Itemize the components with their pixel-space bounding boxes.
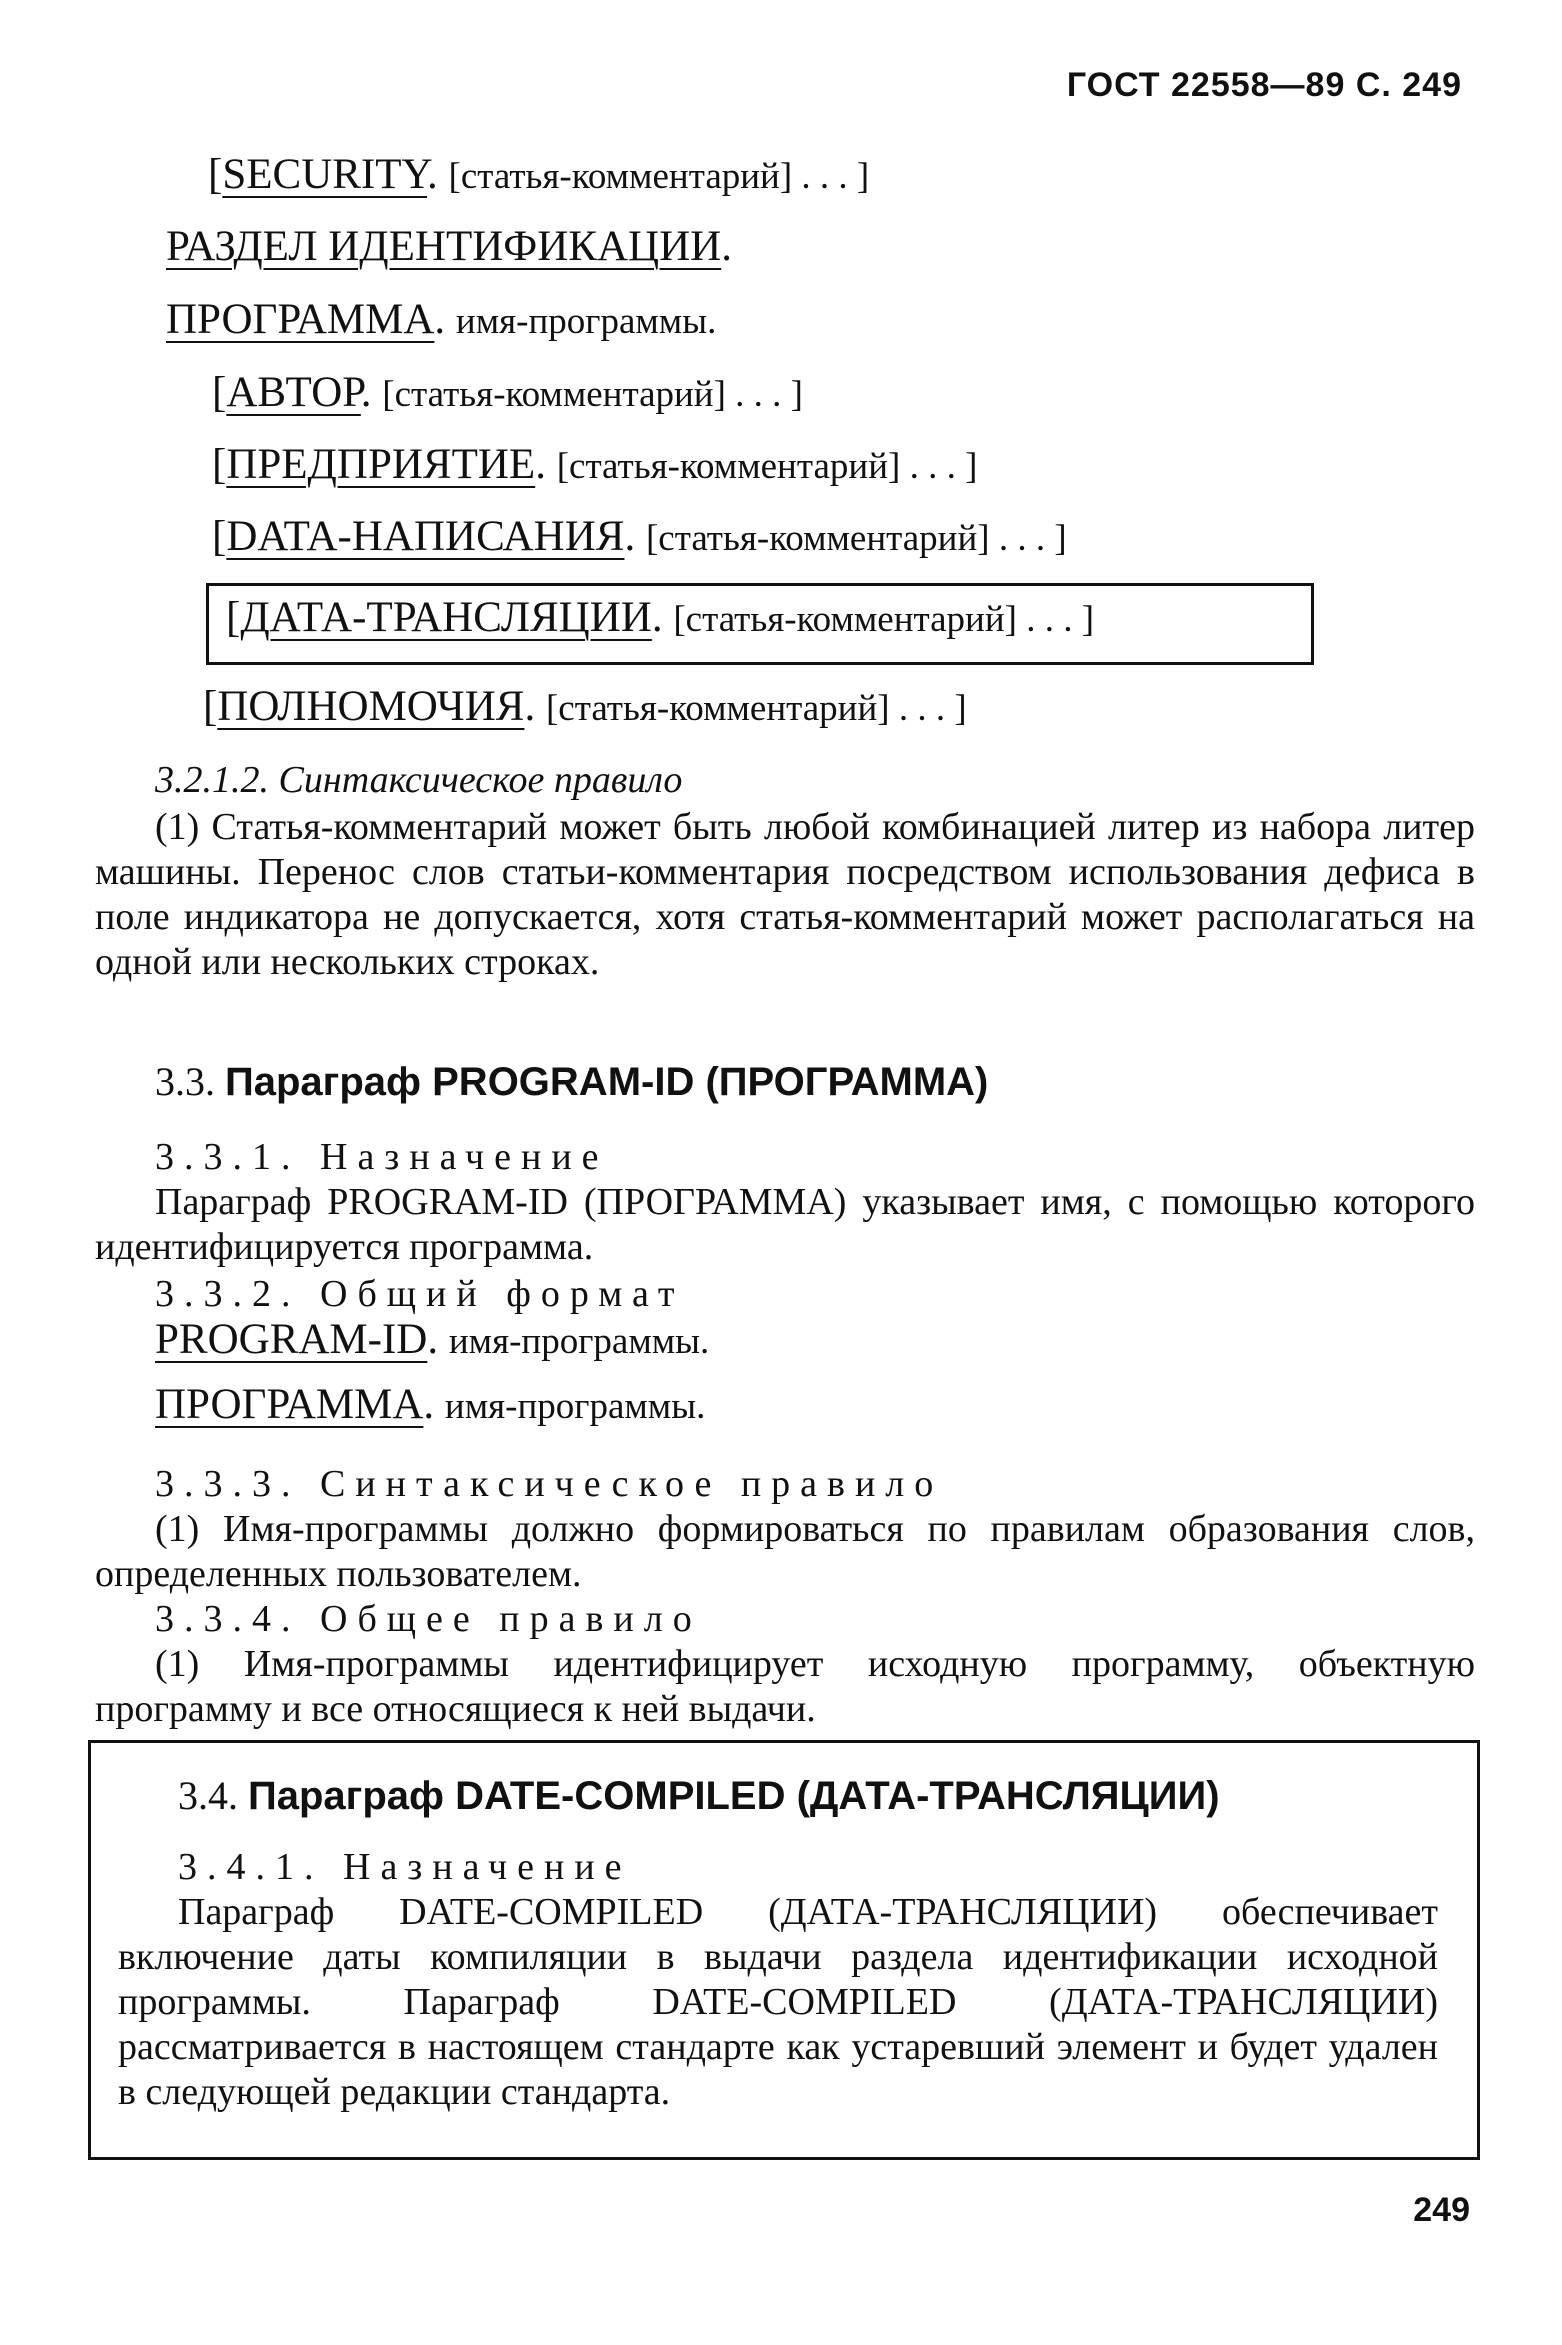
obsolete-box-bottom	[206, 662, 1314, 665]
obsolete-box-top	[206, 583, 1314, 586]
program-name: имя-программы	[455, 301, 708, 342]
comment-entry: статья-комментарий	[658, 518, 978, 559]
heading-334: 3.3.4. Общее правило	[155, 1598, 702, 1640]
box-34-bottom	[88, 2157, 1480, 2160]
format-line-date-written: [DATA-НАПИСАНИЯ. [статья-комментарий] . . . ]	[212, 513, 1067, 560]
format-line-date-compiled: [ДАТА-ТРАНСЛЯЦИИ. [статья-комментарий] . . . ]	[226, 594, 1095, 641]
heading-332: 3.3.2. Общий формат	[155, 1273, 685, 1315]
section-heading-3212: 3.2.1.2. Синтаксическое правило	[155, 759, 683, 801]
keyword-ident-division: РАЗДЕЛ ИДЕНТИФИКАЦИИ	[166, 223, 722, 270]
keyword-enterprise: ПРЕДПРИЯТИЕ	[226, 441, 536, 488]
section-title-33	[155, 1058, 988, 1105]
comment-entry: статья-комментарий	[558, 688, 878, 729]
comment-entry: статья-комментарий	[569, 446, 888, 487]
section-number-34: 3.4.	[178, 1773, 238, 1818]
comment-entry: статья-комментарий	[394, 374, 714, 415]
box-34-left	[88, 1740, 91, 2160]
format-line-authority: [ПОЛНОМОЧИЯ. [статья-комментарий] . . . ]	[203, 683, 967, 730]
keyword-program: ПРОГРАММА	[166, 296, 435, 343]
heading-333: 3.3.3. Синтаксическое правило	[155, 1463, 944, 1505]
obsolete-box-left	[206, 583, 209, 665]
format-line-program: ПРОГРАММА. имя-программы.	[166, 296, 717, 343]
format-line-author: [АВТОР. [статья-комментарий] . . . ]	[212, 369, 804, 416]
format-program-ru: ПРОГРАММА. имя-программы.	[155, 1381, 706, 1428]
keyword-date-written: DATA-НАПИСАНИЯ	[226, 513, 625, 560]
heading-341: 3.4.1. Назначение	[178, 1846, 632, 1888]
format-line-division: РАЗДЕЛ ИДЕНТИФИКАЦИИ.	[166, 223, 732, 270]
comment-entry: статья-комментарий	[460, 156, 780, 197]
keyword-security: SECURITY	[222, 151, 428, 198]
paragraph-3212: (1) Статья-комментарий может быть любой комбинацией литер из набора литер машины. Перенос слов статьи-комментария посредством использования дефиса в поле индикатора не допускается, хотя статья-комментарий может располагаться на одной или нескольких строках.	[95, 806, 1475, 983]
heading-331: 3.3.1. Назначение	[155, 1136, 609, 1178]
keyword-program: ПРОГРАММА	[155, 1381, 424, 1428]
comment-entry: статья-комментарий	[685, 599, 1005, 640]
format-line-security: [SECURITY. [статья-комментарий] . . . ]	[208, 151, 870, 198]
program-name: имя-программы	[448, 1321, 701, 1362]
paragraph-331: Параграф PROGRAM-ID (ПРОГРАММА) указывает имя, с помощью которого идентифицируется программа.	[95, 1181, 1475, 1268]
format-line-enterprise: [ПРЕДПРИЯТИЕ. [статья-комментарий] . . . ]	[212, 441, 978, 488]
running-header: ГОСТ 22558—89 С. 249	[1066, 66, 1462, 104]
box-34-right	[1477, 1740, 1480, 2160]
keyword-authority: ПОЛНОМОЧИЯ	[217, 683, 525, 730]
section-title-34	[178, 1772, 1220, 1819]
keyword-program-id: PROGRAM-ID	[155, 1316, 428, 1363]
keyword-date-compiled: ДАТА-ТРАНСЛЯЦИИ	[240, 594, 652, 641]
paragraph-341: Параграф DATE-COMPILED (ДАТА-ТРАНСЛЯЦИИ) обеспечивает включение даты компиляции в выдачи раздела идентификации исходной программы. Параграф DATE-COMPILED (ДАТА-ТРАНСЛЯЦИИ) рассматривается в настоящем стандарте как устаревший элемент и будет удален в следующей редакции стандарта.	[118, 1891, 1438, 2113]
box-34-top	[88, 1740, 1480, 1743]
section-title-34-text: Параграф DATE-COMPILED (ДАТА-ТРАНСЛЯЦИИ)	[248, 1774, 1220, 1818]
section-title-33-text: Параграф PROGRAM-ID (ПРОГРАММА)	[225, 1060, 989, 1104]
format-program-id: PROGRAM-ID. имя-программы.	[155, 1316, 710, 1363]
obsolete-box-right	[1311, 583, 1314, 665]
section-number-33: 3.3.	[155, 1059, 215, 1104]
page-number: 249	[1413, 2191, 1470, 2229]
program-name: имя-программы	[444, 1386, 697, 1427]
paragraph-333: (1) Имя-программы должно формироваться по правилам образования слов, определенных пользователем.	[95, 1508, 1475, 1595]
keyword-author: АВТОР	[226, 369, 361, 416]
paragraph-334: (1) Имя-программы идентифицирует исходную программу, объектную программу и все относящиеся к ней выдачи.	[95, 1643, 1475, 1730]
